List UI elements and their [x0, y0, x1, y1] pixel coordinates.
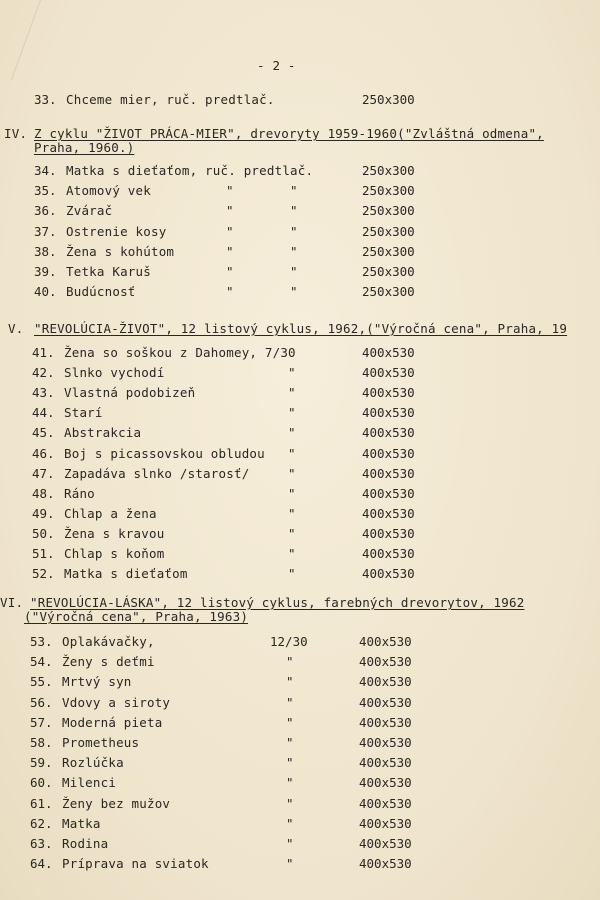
section-roman: IV. [4, 126, 28, 141]
item-title: Prometheus [62, 735, 140, 750]
ditto-mark: " [226, 264, 234, 279]
item-number: 53. [30, 634, 53, 649]
item-number: 51. [32, 546, 55, 561]
ditto-mark: " [286, 775, 294, 790]
item-number: 37. [34, 224, 57, 239]
item-title: Ženy bez mužov [62, 796, 171, 811]
item-number: 38. [34, 244, 57, 259]
item-size: 400x530 [362, 566, 415, 581]
item-title: Boj s picassovskou obludou [64, 446, 265, 461]
item-number: 47. [32, 466, 55, 481]
paper-fold-mark [0, 0, 41, 80]
item-size: 400x530 [362, 405, 415, 420]
item-number: 34. [34, 163, 57, 178]
ditto-mark: " [290, 244, 298, 259]
ditto-mark: " [288, 526, 296, 541]
ditto-mark: " [288, 405, 296, 420]
ditto-mark: " [288, 546, 296, 561]
item-title: Mrtvý syn [62, 674, 132, 689]
item-number: 59. [30, 755, 53, 770]
item-size: 250x300 [362, 203, 415, 218]
ditto-mark: " [286, 695, 294, 710]
item-title: Budúcnosť [66, 284, 136, 299]
item-title: Abstrakcia [64, 425, 142, 440]
ditto-mark: 12/30 [270, 634, 308, 649]
ditto-mark: " [290, 224, 298, 239]
item-title: Vdovy a siroty [62, 695, 171, 710]
item-title: Oplakávačky, [62, 634, 155, 649]
item-number: 44. [32, 405, 55, 420]
item-number: 35. [34, 183, 57, 198]
item-number: 52. [32, 566, 55, 581]
item-size: 400x530 [362, 385, 415, 400]
item-title: Matka s dieťaťom, ruč. predtlač. [66, 163, 314, 178]
item-size: 400x530 [359, 836, 412, 851]
item-title: Chlap a žena [64, 506, 157, 521]
item-title: Starí [64, 405, 103, 420]
item-size: 400x530 [362, 345, 415, 360]
item-title: Ráno [64, 486, 95, 501]
item-number: 63. [30, 836, 53, 851]
item-title: Chceme mier, ruč. predtlač. [66, 92, 275, 107]
item-number: 49. [32, 506, 55, 521]
item-size: 400x530 [359, 775, 412, 790]
item-title: Žena s kravou [64, 526, 165, 541]
ditto-mark: " [286, 715, 294, 730]
section-roman: VI. [0, 595, 24, 610]
item-number: 61. [30, 796, 53, 811]
ditto-mark: " [286, 796, 294, 811]
ditto-mark: " [290, 264, 298, 279]
ditto-mark: " [286, 735, 294, 750]
ditto-mark: " [286, 755, 294, 770]
item-number: 48. [32, 486, 55, 501]
item-size: 400x530 [359, 856, 412, 871]
item-title: Žena so soškou z Dahomey, 7/30 [64, 345, 296, 360]
item-size: 400x530 [359, 695, 412, 710]
ditto-mark: " [288, 486, 296, 501]
ditto-mark: " [290, 183, 298, 198]
item-number: 36. [34, 203, 57, 218]
item-size: 250x300 [362, 284, 415, 299]
ditto-mark: " [226, 244, 234, 259]
item-title: Tetka Karuš [66, 264, 151, 279]
item-title: Príprava na sviatok [62, 856, 209, 871]
item-title: Chlap s koňom [64, 546, 165, 561]
item-number: 50. [32, 526, 55, 541]
item-size: 400x530 [359, 674, 412, 689]
item-number: 56. [30, 695, 53, 710]
ditto-mark: " [226, 183, 234, 198]
ditto-mark: " [286, 816, 294, 831]
item-size: 400x530 [359, 634, 412, 649]
ditto-mark: " [288, 566, 296, 581]
item-number: 54. [30, 654, 53, 669]
ditto-mark: " [288, 385, 296, 400]
item-title: Ženy s deťmi [62, 654, 155, 669]
item-size: 400x530 [362, 425, 415, 440]
ditto-mark: " [286, 674, 294, 689]
item-number: 41. [32, 345, 55, 360]
item-title: Vlastná podobizeň [64, 385, 196, 400]
item-number: 60. [30, 775, 53, 790]
item-title: Matka s dieťaťom [64, 566, 188, 581]
item-size: 250x300 [362, 264, 415, 279]
ditto-mark: " [288, 425, 296, 440]
ditto-mark: " [290, 284, 298, 299]
item-number: 64. [30, 856, 53, 871]
item-title: Slnko vychodí [64, 365, 165, 380]
item-title: Matka [62, 816, 101, 831]
item-number: 55. [30, 674, 53, 689]
item-size: 400x530 [362, 466, 415, 481]
ditto-mark: " [290, 203, 298, 218]
ditto-mark: " [288, 466, 296, 481]
item-number: 62. [30, 816, 53, 831]
section-heading: Z cyklu "ŽIVOT PRÁCA-MIER", drevoryty 1959-1960("Zvláštná odmena", [34, 126, 544, 141]
item-size: 250x300 [362, 92, 415, 107]
item-number: 40. [34, 284, 57, 299]
item-title: Rozlúčka [62, 755, 124, 770]
item-title: Moderná pieta [62, 715, 163, 730]
section-heading: "REVOLÚCIA-ŽIVOT", 12 listový cyklus, 1962,("Výročná cena", Praha, 19 [34, 321, 568, 336]
item-size: 400x530 [359, 715, 412, 730]
item-size: 400x530 [362, 506, 415, 521]
item-size: 400x530 [362, 546, 415, 561]
item-size: 250x300 [362, 183, 415, 198]
item-size: 400x530 [362, 365, 415, 380]
item-size: 400x530 [359, 796, 412, 811]
item-size: 400x530 [362, 526, 415, 541]
item-title: Atomový vek [66, 183, 151, 198]
item-size: 400x530 [359, 755, 412, 770]
ditto-mark: " [226, 224, 234, 239]
item-number: 43. [32, 385, 55, 400]
ditto-mark: " [226, 203, 234, 218]
item-title: Žena s kohútom [66, 244, 175, 259]
ditto-mark: " [288, 506, 296, 521]
section-roman: V. [8, 321, 24, 336]
item-number: 46. [32, 446, 55, 461]
section-heading-cont: Praha, 1960.) [34, 140, 135, 155]
item-number: 39. [34, 264, 57, 279]
ditto-mark: " [286, 654, 294, 669]
section-heading-cont: ("Výročná cena", Praha, 1963) [24, 609, 249, 624]
item-title: Milenci [62, 775, 117, 790]
item-title: Zapadáva slnko /starosť/ [64, 466, 250, 481]
item-size: 250x300 [362, 224, 415, 239]
ditto-mark: " [286, 856, 294, 871]
item-number: 57. [30, 715, 53, 730]
item-number: 33. [34, 92, 57, 107]
item-size: 250x300 [362, 163, 415, 178]
item-title: Ostrenie kosy [66, 224, 167, 239]
ditto-mark: " [288, 365, 296, 380]
item-size: 400x530 [359, 735, 412, 750]
item-number: 58. [30, 735, 53, 750]
item-title: Zvárač [66, 203, 113, 218]
item-size: 400x530 [362, 446, 415, 461]
item-size: 250x300 [362, 244, 415, 259]
ditto-mark: " [288, 446, 296, 461]
item-size: 400x530 [359, 816, 412, 831]
item-size: 400x530 [359, 654, 412, 669]
item-number: 45. [32, 425, 55, 440]
ditto-mark: " [226, 284, 234, 299]
ditto-mark: " [286, 836, 294, 851]
section-heading: "REVOLÚCIA-LÁSKA", 12 listový cyklus, farebných drevorytov, 1962 [30, 595, 525, 610]
item-title: Rodina [62, 836, 109, 851]
page-number: - 2 - [257, 58, 296, 73]
item-size: 400x530 [362, 486, 415, 501]
item-number: 42. [32, 365, 55, 380]
